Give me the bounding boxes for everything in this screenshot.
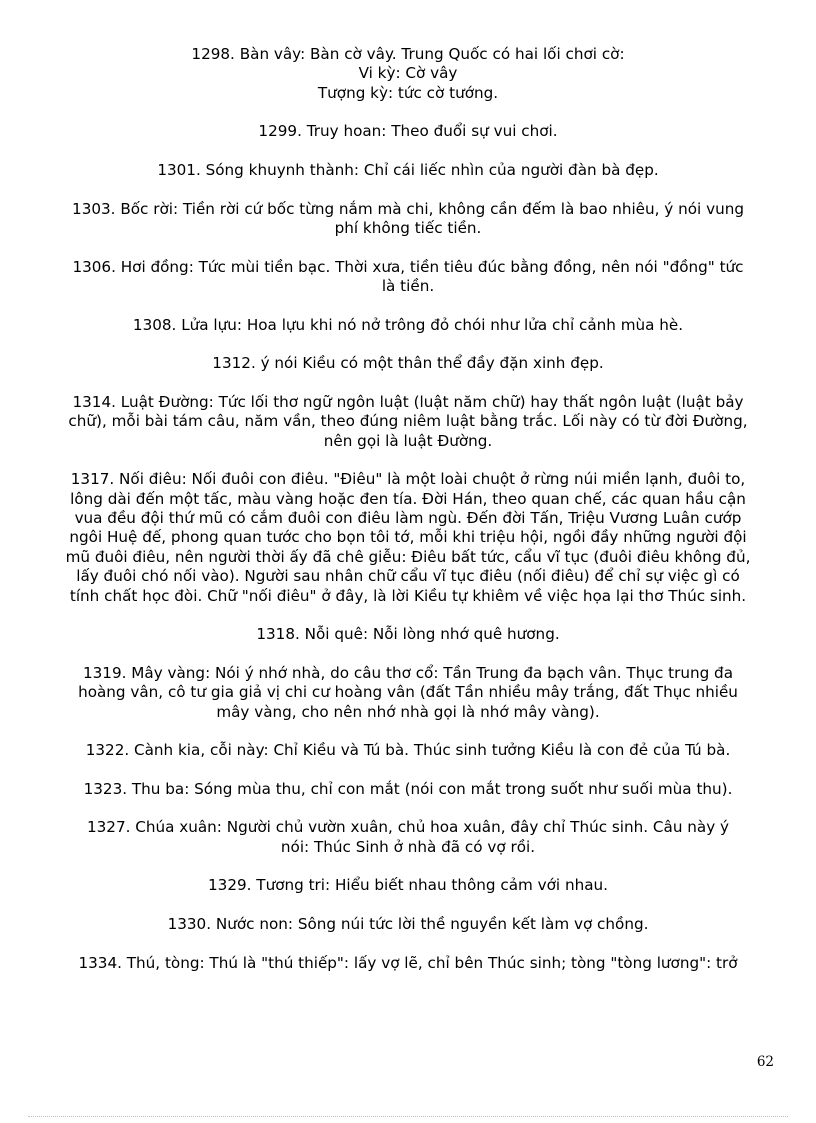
- note-line: 1330. Nước non: Sông núi tức lời thề nguyền kết làm vợ chồng.: [167, 915, 649, 933]
- note-line: tính chất học đòi. Chữ "nối điêu" ở đây, là lời Kiều tự khiêm về việc họa lại thơ Thúc sinh.: [69, 586, 747, 605]
- note-line: 1303. Bốc rời: Tiền rời cứ bốc từng nắm mà chi, không cần đếm là bao nhiêu, ý nói vung: [72, 199, 744, 218]
- note-paragraph: [42, 316, 774, 335]
- note-line: mũ đuôi điêu, nên người thời ấy đã chê giễu: Điêu bất tức, cẩu vĩ tục (đuôi điêu không đủ,: [65, 547, 751, 566]
- note-line: lấy đuôi chó nối vào). Người sau nhân chữ cẩu vĩ tục điêu (nối điêu) để chỉ sự việc gì có: [76, 567, 740, 586]
- note-line: 1314. Luật Đường: Tức lối thơ ngữ ngôn luật (luật năm chữ) hay thất ngôn luật (luật bảy: [72, 392, 744, 411]
- note-paragraph: [42, 780, 774, 799]
- note-line: 1308. Lửa lựu: Hoa lựu khi nó nở trông đỏ chói như lửa chỉ cảnh mùa hè.: [132, 315, 684, 334]
- note-paragraph: [42, 45, 774, 103]
- note-paragraph: [42, 741, 774, 760]
- note-paragraph: [42, 664, 774, 722]
- note-line: 1322. Cành kia, cỗi này: Chỉ Kiều và Tú bà. Thúc sinh tưởng Kiều là con đẻ của Tú bà.: [85, 741, 731, 760]
- note-paragraph: [42, 200, 774, 239]
- note-paragraph: [42, 122, 774, 141]
- note-line: nói: Thúc Sinh ở nhà đã có vợ rồi.: [280, 837, 536, 856]
- note-line: 1329. Tương tri: Hiểu biết nhau thông cảm với nhau.: [208, 876, 608, 895]
- note-line: nên gọi là luật Đường.: [323, 431, 493, 450]
- note-line: 1299. Truy hoan: Theo đuổi sự vui chơi.: [258, 122, 558, 141]
- note-line: 1327. Chúa xuân: Người chủ vườn xuân, chủ hoa xuân, đây chỉ Thúc sinh. Câu này ý: [86, 818, 730, 837]
- notes-list: [42, 45, 774, 992]
- note-paragraph: [42, 354, 774, 373]
- note-line: 1317. Nối điêu: Nối đuôi con điêu. "Điêu" là một loài chuột ở rừng núi miền lạnh, đuôi to,: [70, 470, 746, 489]
- note-paragraph: [42, 625, 774, 644]
- note-line: 1323. Thu ba: Sóng mùa thu, chỉ con mắt (nói con mắt trong suốt như suối mùa thu).: [83, 779, 733, 798]
- note-paragraph: [42, 818, 774, 857]
- note-line: vua đều đội thứ mũ có cắm đuôi con điêu làm ngù. Đến đời Tấn, Triệu Vương Luân cướp: [74, 509, 742, 527]
- note-line: Tượng kỳ: tức cờ tướng.: [317, 83, 499, 102]
- note-line: 1306. Hơi đồng: Tức mùi tiền bạc. Thời xưa, tiền tiêu đúc bằng đồng, nên nói "đồng" tức: [72, 257, 744, 276]
- page-number: 62: [756, 1054, 774, 1070]
- note-line: chữ), mỗi bài tám câu, năm vần, theo đúng niêm luật bằng trắc. Lối này có từ đời Đường,: [68, 412, 748, 431]
- note-line: 1318. Nỗi quê: Nỗi lòng nhớ quê hương.: [256, 625, 560, 644]
- note-line: 1298. Bàn vây: Bàn cờ vây. Trung Quốc có hai lối chơi cờ:: [191, 45, 625, 63]
- note-line: Vi kỳ: Cờ vây: [358, 64, 458, 83]
- note-paragraph: [42, 876, 774, 895]
- note-line: ngôi Huệ đế, phong quan tước cho bọn tôi tớ, mỗi khi triệu hội, ngồi đầy những người đội: [69, 528, 747, 547]
- note-paragraph: [42, 470, 774, 606]
- note-line: là tiền.: [381, 277, 435, 295]
- note-line: 1312. ý nói Kiều có một thân thể đầy đặn xinh đẹp.: [212, 354, 604, 373]
- note-line: mây vàng, cho nên nhớ nhà gọi là nhớ mây vàng).: [216, 702, 600, 721]
- note-line: phí không tiếc tiền.: [334, 219, 482, 237]
- note-paragraph: [42, 161, 774, 180]
- note-paragraph: [42, 258, 774, 297]
- note-line: 1319. Mây vàng: Nói ý nhớ nhà, do câu thơ cổ: Tần Trung đa bạch vân. Thục trung đa: [82, 663, 733, 682]
- bottom-divider: [28, 1116, 788, 1117]
- note-line: lông dài đến một tấc, màu vàng hoặc đen tía. Đời Hán, theo quan chế, các quan hầu cận: [70, 489, 746, 508]
- note-paragraph: [42, 954, 774, 973]
- note-paragraph: [42, 915, 774, 934]
- note-line: 1301. Sóng khuynh thành: Chỉ cái liếc nhìn của người đàn bà đẹp.: [157, 161, 659, 179]
- note-line: 1334. Thú, tòng: Thú là "thú thiếp": lấy vợ lẽ, chỉ bên Thúc sinh; tòng "tòng lương": trở: [78, 953, 738, 972]
- note-line: hoàng vân, cô tư gia giả vị chi cư hoàng vân (đất Tần nhiều mây trắng, đất Thục nhiều: [78, 683, 738, 702]
- note-paragraph: [42, 393, 774, 451]
